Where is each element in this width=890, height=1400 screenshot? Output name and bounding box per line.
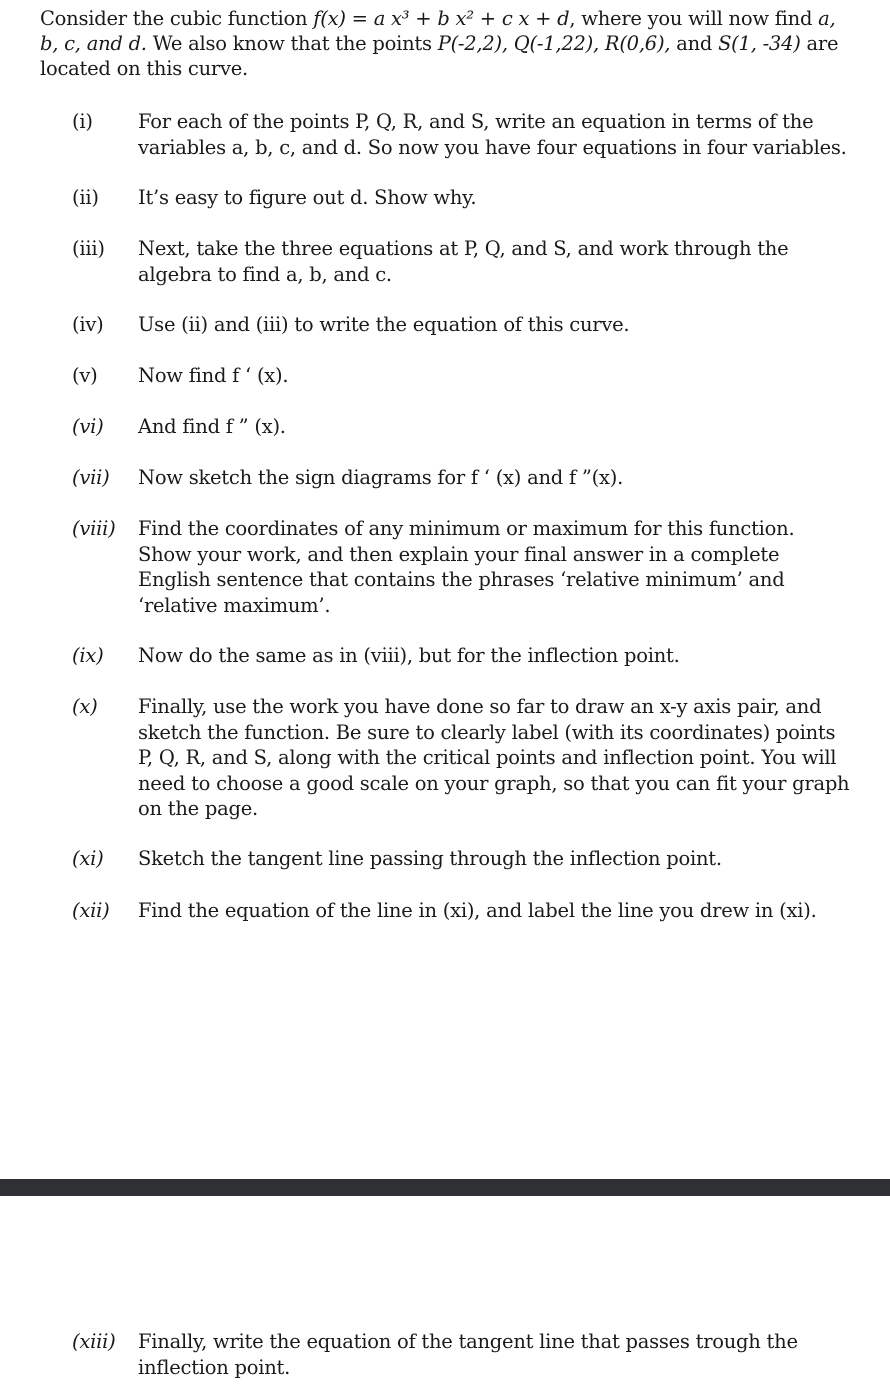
question-number: (iv) (72, 313, 104, 336)
question-number: (ix) (72, 644, 104, 667)
intro-text-5: are located on this curve. (40, 32, 839, 80)
question-item (72, 1329, 852, 1380)
question-number: (v) (72, 364, 98, 387)
question-text: Now do the same as in (viii), but for the inflection point. (138, 644, 680, 667)
question-item (72, 898, 852, 924)
question-item (72, 312, 852, 338)
intro-paragraph (40, 6, 840, 81)
intro-text-3: We also know that the points (146, 32, 438, 55)
question-item (72, 363, 852, 389)
question-text: Find the equation of the line in (xi), and label the line you drew in (xi). (138, 899, 817, 922)
question-text: Now sketch the sign diagrams for f ‘ (x) and f ”(x). (138, 466, 624, 489)
question-number: (x) (72, 695, 98, 718)
question-number: (vi) (72, 415, 104, 438)
question-item (72, 185, 852, 211)
question-text: For each of the points P, Q, R, and S, write an equation in terms of the variables a, b, c, and d. So now you have four equations in four variables. (138, 110, 847, 159)
question-number: (xi) (72, 847, 104, 870)
intro-text-2: , where you will now find (569, 7, 819, 30)
question-item (72, 694, 852, 822)
function-expression: f(x) = a x³ + b x² + c x + d (313, 7, 570, 30)
question-number: (xii) (72, 899, 110, 922)
question-text: Now find f ‘ (x). (138, 364, 289, 387)
question-text: Next, take the three equations at P, Q, and S, and work through the algebra to find a, b, and c. (138, 237, 789, 286)
question-number: (xiii) (72, 1330, 116, 1353)
question-item (72, 414, 852, 440)
intro-text-1: Consider the cubic function (40, 7, 314, 30)
question-text: Find the coordinates of any minimum or maximum for this function. Show your work, and then explain your final answer in a complete English sentence that contains the phrases ‘relative minimum’ and ‘relative maximum’. (138, 517, 795, 617)
question-text: Sketch the tangent line passing through the inflection point. (138, 847, 722, 870)
question-item (72, 643, 852, 669)
question-text: And find f ” (x). (138, 415, 286, 438)
intro-text-4: and (670, 32, 719, 55)
question-item (72, 465, 852, 491)
point-list: P(-2,2), Q(-1,22), R(0,6), (437, 32, 671, 55)
question-item (72, 516, 852, 618)
point-s: S(1, -34) (718, 32, 801, 55)
question-number: (vii) (72, 466, 110, 489)
question-item (72, 236, 852, 287)
question-text: Finally, use the work you have done so far to draw an x-y axis pair, and sketch the function. Be sure to clearly label (with its coordinates) points P, Q, R, and S, along with the critical points and inflection point. You will need to choose a good scale on your graph, so that you can fit your graph on the page. (138, 695, 850, 820)
question-number: (ii) (72, 186, 99, 209)
question-item (72, 109, 852, 160)
question-number: (viii) (72, 517, 116, 540)
question-text: It’s easy to figure out d. Show why. (138, 186, 477, 209)
question-number: (iii) (72, 237, 105, 260)
question-text: Finally, write the equation of the tangent line that passes trough the inflection point. (138, 1330, 798, 1379)
question-text: Use (ii) and (iii) to write the equation of this curve. (138, 313, 630, 336)
question-number: (i) (72, 110, 93, 133)
page-divider (0, 1179, 890, 1196)
variable-list: a, b, c, and d. (40, 7, 836, 55)
question-item (72, 846, 852, 872)
